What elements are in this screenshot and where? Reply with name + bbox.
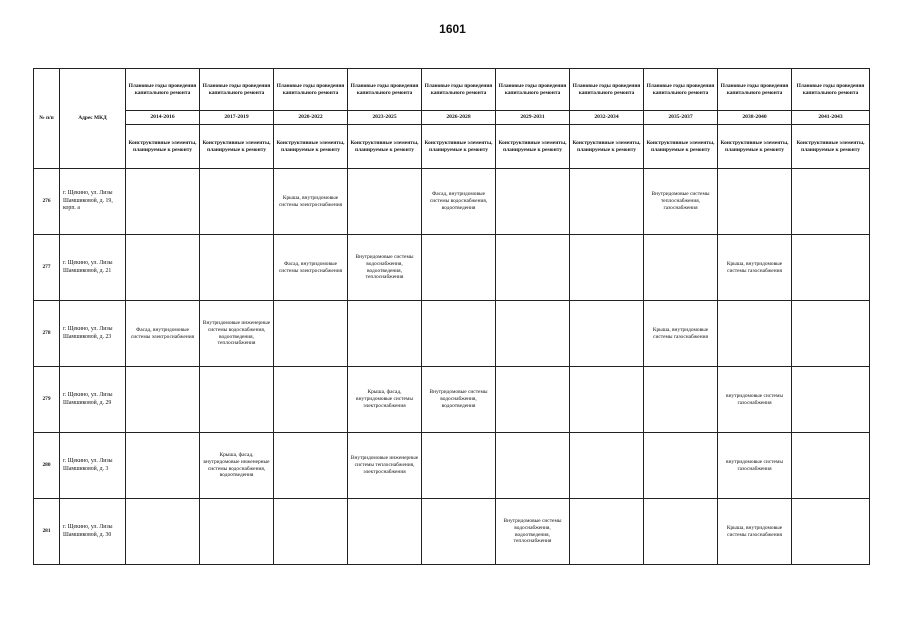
repair-elements-cell [422,235,496,301]
period-title: Плановые годы проведения капитального ремонта [200,69,274,111]
period-title: Плановые годы проведения капитального ремонта [348,69,422,111]
page-number: 1601 [439,22,466,36]
period-title: Плановые годы проведения капитального ремонта [274,69,348,111]
repair-elements-cell: Крыша, внутридомовые системы газоснабжения [718,499,792,565]
row-number: 280 [34,433,60,499]
period-years: 2014-2016 [126,111,200,125]
repair-elements-cell [274,301,348,367]
repair-elements-cell [496,235,570,301]
repair-elements-cell [422,301,496,367]
row-address: г. Щекино, ул. Лизы Шамшиковой, д. 30 [60,499,126,565]
repair-elements-cell [570,499,644,565]
period-title: Плановые годы проведения капитального ремонта [718,69,792,111]
table-row [34,499,870,565]
repair-elements-cell [348,499,422,565]
repair-elements-cell [274,499,348,565]
period-elements-header: Конструктивные элементы, планируемые к ремонту [348,125,422,169]
period-years: 2041-2043 [792,111,870,125]
repair-elements-cell [200,367,274,433]
repair-elements-cell [644,235,718,301]
period-years: 2032-2034 [570,111,644,125]
repair-elements-cell: Внутридомовые инженерные системы водоснабжения, водоотведения, теплоснабжения [200,301,274,367]
period-elements-header: Конструктивные элементы, планируемые к ремонту [718,125,792,169]
period-title: Плановые годы проведения капитального ремонта [644,69,718,111]
repair-elements-cell [200,169,274,235]
repair-plan-table [33,68,870,565]
repair-elements-cell [718,301,792,367]
repair-elements-cell [200,235,274,301]
repair-elements-cell [422,433,496,499]
row-number: 278 [34,301,60,367]
repair-elements-cell [570,235,644,301]
table-row [34,367,870,433]
repair-elements-cell: Внутридомовые инженерные системы теплоснабжения, электроснабжения [348,433,422,499]
repair-elements-cell: Внутридомовые системы водоснабжения, водоотведения [422,367,496,433]
repair-elements-cell [126,433,200,499]
period-title: Плановые годы проведения капитального ремонта [570,69,644,111]
period-title: Плановые годы проведения капитального ремонта [422,69,496,111]
repair-elements-cell [274,433,348,499]
period-elements-header: Конструктивные элементы, планируемые к ремонту [422,125,496,169]
repair-elements-cell: Внутридомовые системы водоснабжения, водоотведения, теплоснабжения [496,499,570,565]
repair-elements-cell [570,367,644,433]
period-elements-header: Конструктивные элементы, планируемые к ремонту [274,125,348,169]
repair-elements-cell [274,367,348,433]
repair-elements-cell: Фасад, внутридомовые системы водоснабжения, водоотведения [422,169,496,235]
period-elements-header: Конструктивные элементы, планируемые к ремонту [644,125,718,169]
period-title: Плановые годы проведения капитального ремонта [126,69,200,111]
repair-elements-cell [126,169,200,235]
table-row [34,235,870,301]
repair-elements-cell [200,499,274,565]
repair-elements-cell [496,433,570,499]
table-header [34,69,870,169]
repair-elements-cell [496,367,570,433]
repair-elements-cell: Фасад, внутридомовые системы электроснабжения [126,301,200,367]
row-address: г. Щекино, ул. Лизы Шамшиковой, д. 29 [60,367,126,433]
period-years: 2017-2019 [200,111,274,125]
row-number: 277 [34,235,60,301]
period-title: Плановые годы проведения капитального ремонта [792,69,870,111]
period-years: 2026-2028 [422,111,496,125]
period-years: 2038-2040 [718,111,792,125]
repair-elements-cell [792,367,870,433]
row-address: г. Щекино, ул. Лизы Шамшиковой, д. 21 [60,235,126,301]
repair-elements-cell [792,235,870,301]
period-title: Плановые годы проведения капитального ремонта [496,69,570,111]
table-row [34,301,870,367]
row-number: 276 [34,169,60,235]
repair-elements-cell [792,301,870,367]
repair-elements-cell [570,169,644,235]
repair-elements-cell: Крыша, внутридомовые системы электроснабжения [274,169,348,235]
repair-elements-cell [126,499,200,565]
repair-elements-cell [644,367,718,433]
table-row [34,433,870,499]
repair-elements-cell: Внутридомовые системы теплоснабжения, газоснабжения [644,169,718,235]
repair-elements-cell [792,433,870,499]
row-address: г. Щекино, ул. Лизы Шамшиковой, д. 19, корп. а [60,169,126,235]
row-number: 281 [34,499,60,565]
repair-elements-cell: Внутридомовые системы водоснабжения, водоотведения, теплоснабжения [348,235,422,301]
column-header-num: № п/п [34,69,60,169]
period-years: 2029-2031 [496,111,570,125]
period-elements-header: Конструктивные элементы, планируемые к ремонту [496,125,570,169]
table-row [34,169,870,235]
period-elements-header: Конструктивные элементы, планируемые к ремонту [126,125,200,169]
row-address: г. Щекино, ул. Лизы Шамшиковой, д. 23 [60,301,126,367]
repair-elements-cell: Крыша, фасад, внутридомовые инженерные системы водоснабжения, водоотведения [200,433,274,499]
repair-elements-cell [792,499,870,565]
period-years: 2035-2037 [644,111,718,125]
column-header-address: Адрес МКД [60,69,126,169]
row-number: 279 [34,367,60,433]
period-elements-header: Конструктивные элементы, планируемые к ремонту [792,125,870,169]
period-years: 2020-2022 [274,111,348,125]
repair-elements-cell: внутридомовые системы газоснабжения [718,433,792,499]
repair-elements-cell [792,169,870,235]
period-elements-header: Конструктивные элементы, планируемые к ремонту [200,125,274,169]
repair-elements-cell [422,499,496,565]
repair-elements-cell [126,235,200,301]
repair-elements-cell: Крыша, фасад, внутридомовые системы электроснабжения [348,367,422,433]
period-elements-header: Конструктивные элементы, планируемые к ремонту [570,125,644,169]
period-years: 2023-2025 [348,111,422,125]
repair-elements-cell [348,301,422,367]
repair-elements-cell: Крыша, внутридомовые системы газоснабжения [644,301,718,367]
repair-elements-cell [126,367,200,433]
row-address: г. Щекино, ул. Лизы Шамшиковой, д. 3 [60,433,126,499]
repair-elements-cell: Фасад, внутридомовые системы электроснабжения [274,235,348,301]
repair-elements-cell: внутридомовые системы газоснабжения [718,367,792,433]
repair-elements-cell [644,433,718,499]
repair-elements-cell [570,301,644,367]
repair-elements-cell [496,301,570,367]
repair-elements-cell [348,169,422,235]
repair-elements-cell: Крыша, внутридомовые системы газоснабжения [718,235,792,301]
repair-elements-cell [570,433,644,499]
repair-elements-cell [718,169,792,235]
repair-elements-cell [644,499,718,565]
repair-elements-cell [496,169,570,235]
table-body [34,169,870,565]
